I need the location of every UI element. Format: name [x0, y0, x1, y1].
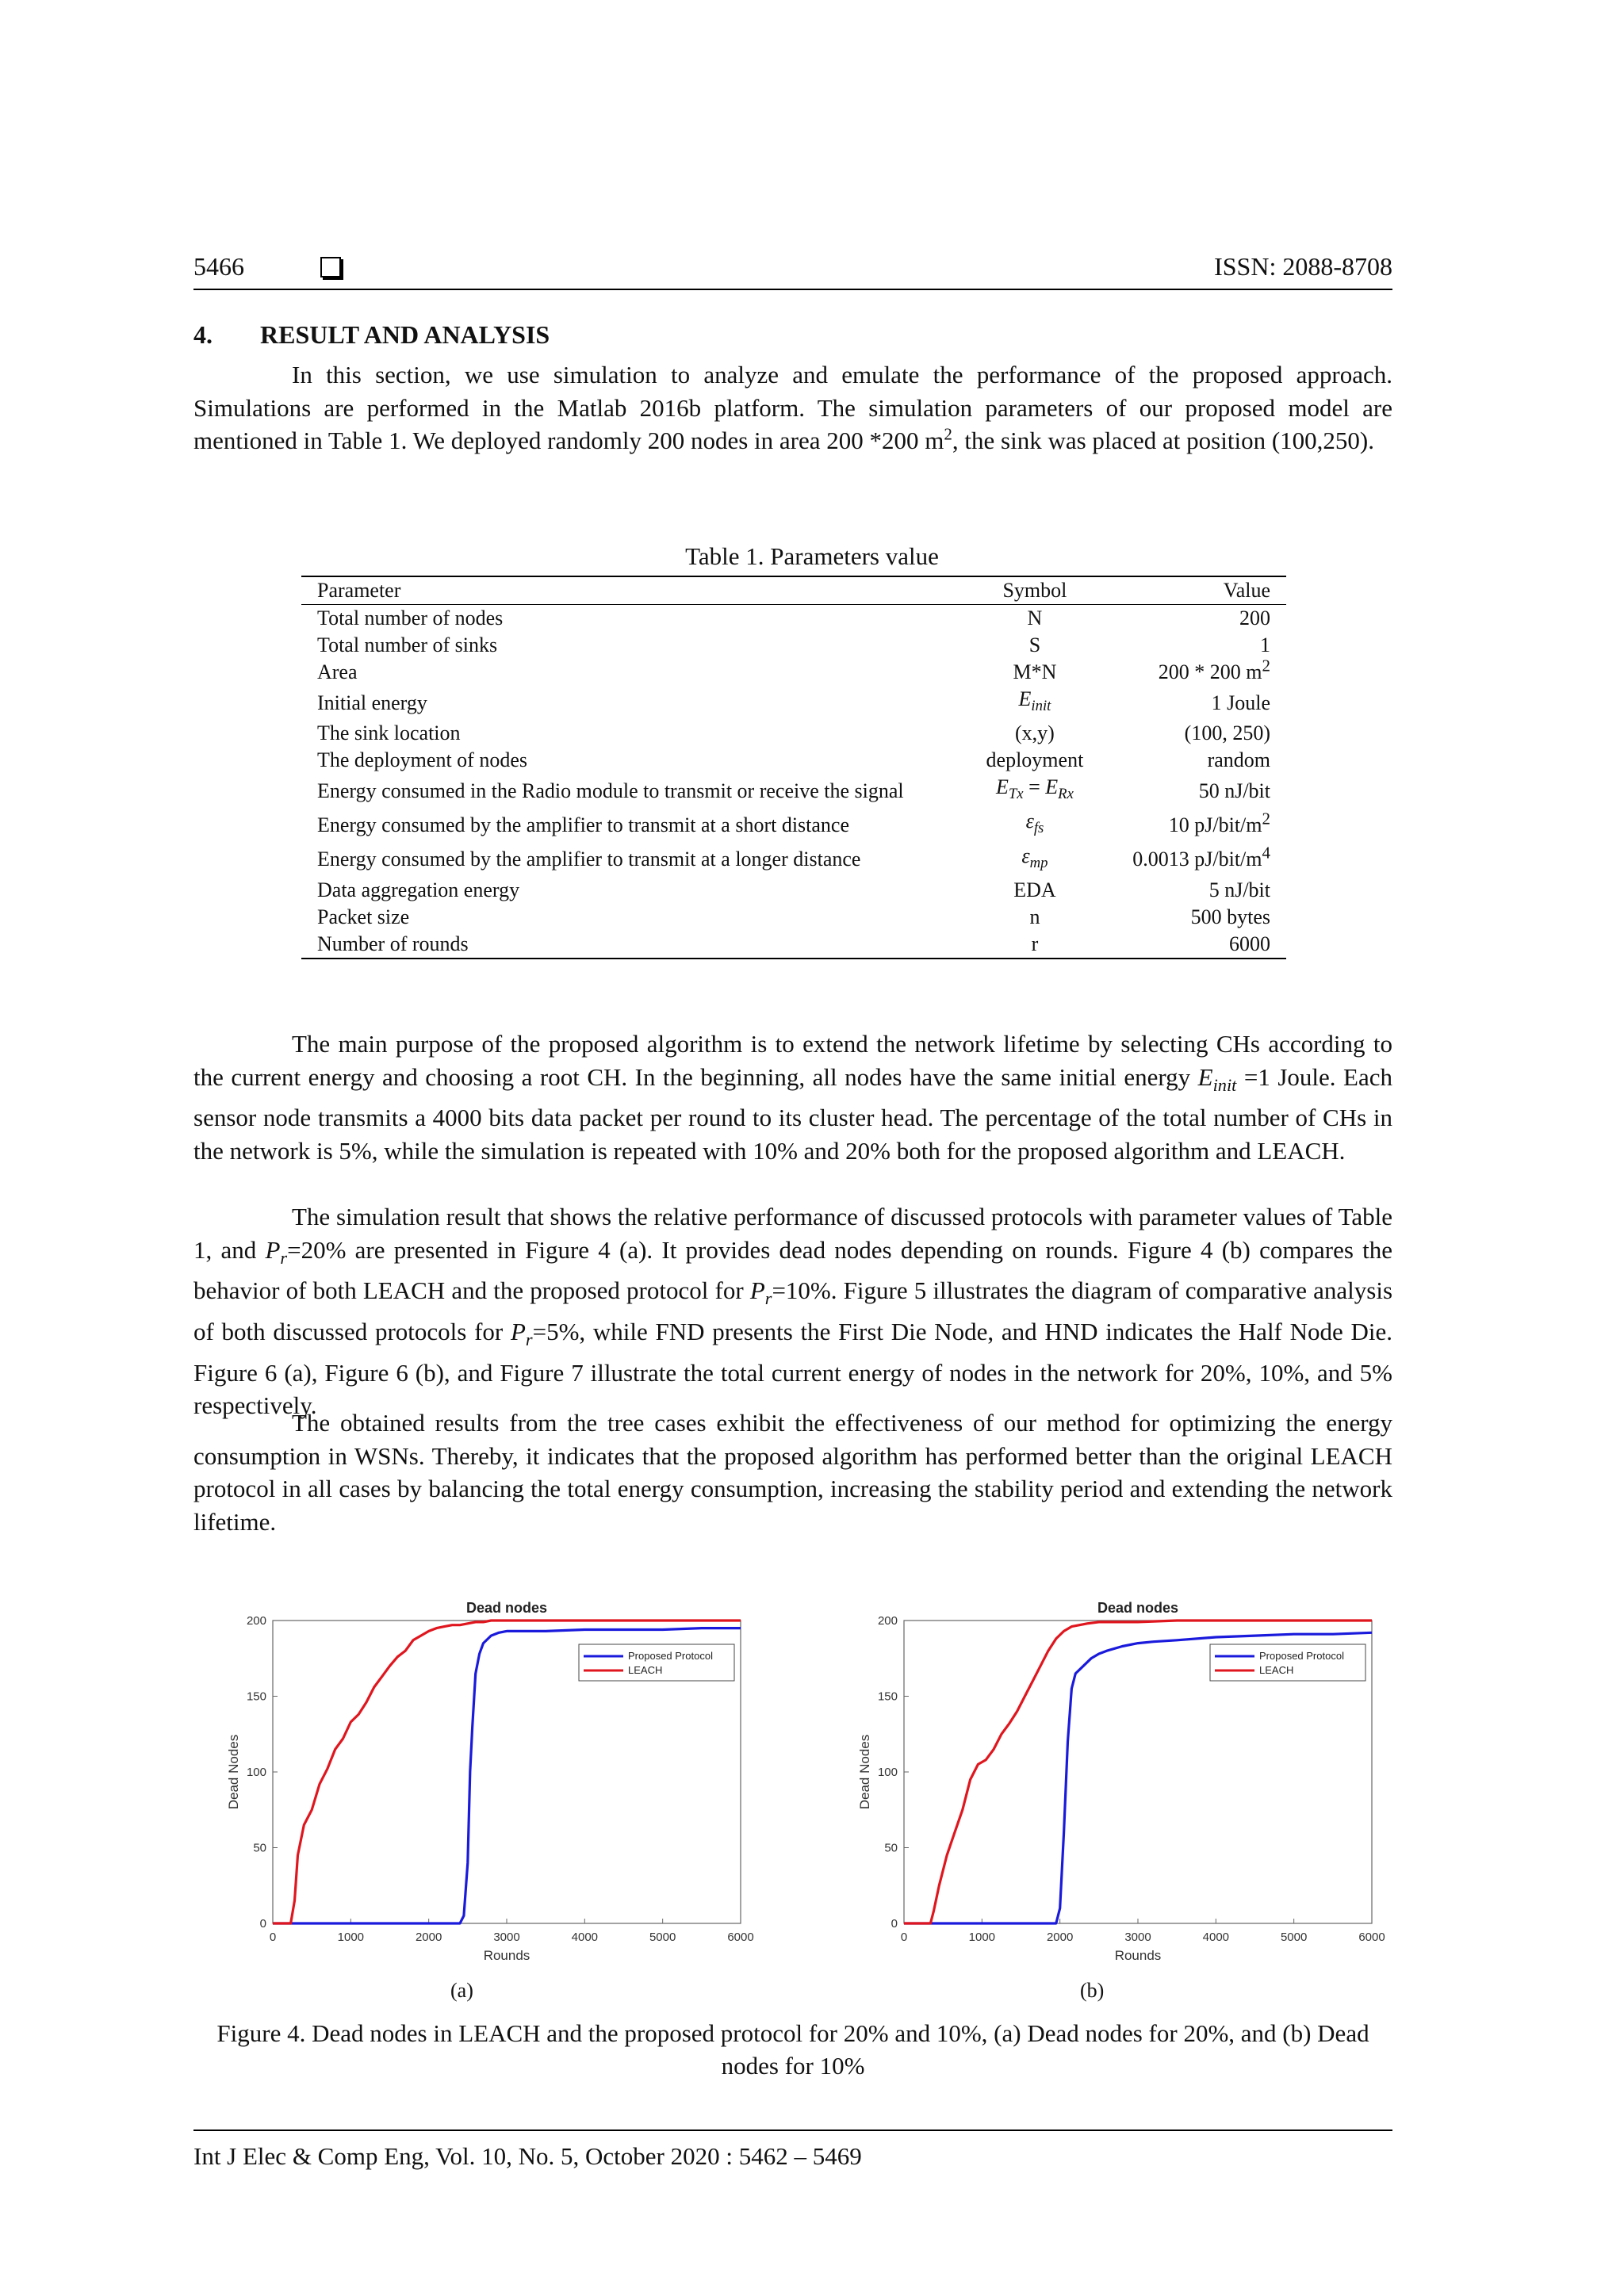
table-row: [301, 877, 1286, 904]
x-tick-label: 5000: [649, 1931, 676, 1944]
intro-paragraph: In this section, we use simulation to analyze and emulate the performance of the proposed approach. Simulations are performed in the Matlab 2016b platform. The simulation parameters of our proposed model are mentioned in Table 1. We deployed randomly 200 nodes in area 200 *200 $m^2$, the sink was placed at position (100,250).: [193, 361, 1392, 454]
x-tick-label: 1000: [337, 1931, 365, 1944]
parameter-cell: Number of rounds: [317, 932, 469, 955]
math-variable: $P_r$: [749, 1276, 772, 1309]
math-variable: $P_r$: [510, 1317, 533, 1350]
table-row: [301, 720, 1286, 747]
math-variable: $P_r$: [265, 1235, 288, 1268]
x-tick-label: 4000: [571, 1931, 599, 1944]
table-caption: Table 1. Parameters value: [685, 542, 939, 570]
y-tick-label: 0: [891, 1917, 898, 1931]
y-tick-label: 100: [246, 1766, 266, 1779]
symbol-cell: EDA: [1013, 878, 1056, 901]
issn: ISSN: 2088-8708: [1214, 252, 1392, 281]
table-header-row: [301, 576, 1286, 605]
x-tick-label: 6000: [1358, 1931, 1385, 1944]
value-cell: 500 bytes: [1190, 905, 1270, 928]
parameter-cell: Packet size: [317, 905, 410, 928]
table-row: [301, 904, 1286, 931]
symbol-cell: M*N: [1013, 660, 1057, 683]
math-variable: $E_{init}$: [1197, 1062, 1237, 1095]
parameter-cell: Energy consumed in the Radio module to transmit or receive the signal: [317, 779, 904, 802]
x-tick-label: 5000: [1280, 1931, 1308, 1944]
symbol-cell: S: [1028, 633, 1041, 656]
section-title: RESULT AND ANALYSIS: [260, 320, 550, 349]
dead-nodes-chart-b: [850, 1594, 1397, 1974]
value-cell: 50 nJ/bit: [1198, 779, 1270, 802]
y-tick-label: 50: [884, 1841, 898, 1855]
parameter-cell: Total number of sinks: [317, 633, 498, 656]
page-footer: [193, 2130, 1392, 2171]
table-row: [301, 843, 1286, 877]
parameter-cell: Energy consumed by the amplifier to transmit at a longer distance: [317, 848, 861, 871]
legend-label: LEACH: [1259, 1664, 1294, 1676]
parameter-cell: Initial energy: [317, 691, 427, 714]
body-paragraph-2: The simulation result that shows the relative performance of discussed protocols with parameter values of Table 1, and $P_r=20\%$ are presented in Figure 4 (a). It provides dead nodes depending on rounds. Figure 4 (b) compares the behavior of both LEACH and the proposed protocol for $P_r=10\%$. Figure 5 illustrates the diagram of comparative analysis of both discussed protocols for $P_r=5\%$, while FND presents the First Die Node, and HND indicates the Half Node Die. Figure 6 (a), Figure 6 (b), and Figure 7 illustrate the total current energy of nodes in the network for 20%, 10%, and 5% respectively.: [193, 1203, 1393, 1420]
table-row: [301, 747, 1286, 774]
symbol-cell: $\varepsilon_{fs}$: [1025, 809, 1044, 837]
table-row: [301, 686, 1286, 720]
table-row: [301, 931, 1286, 959]
table-row: [301, 632, 1286, 659]
y-tick-label: 150: [877, 1689, 898, 1704]
x-axis-label: Rounds: [483, 1948, 530, 1963]
section-number: 4.: [193, 320, 213, 349]
square-bullet-icon: [320, 257, 341, 277]
chart-b: [850, 1594, 1397, 1974]
value-cell: (100, 250): [1184, 721, 1270, 745]
value-cell: 10 $pJ/bit/m^2$: [1168, 809, 1270, 836]
x-tick-label: 3000: [493, 1931, 520, 1944]
legend-label: Proposed Protocol: [628, 1650, 713, 1662]
symbol-cell: N: [1027, 607, 1043, 629]
figure-caption: Figure 4. Dead nodes in LEACH and the proposed protocol for 20% and 10%, (a) Dead nodes for 20%, and (b) Dead nodes for 10%: [216, 2019, 1369, 2080]
parameter-cell: Data aggregation energy: [317, 878, 520, 901]
x-tick-label: 6000: [727, 1931, 754, 1944]
column-header: Value: [1223, 579, 1270, 602]
symbol-cell: r: [1031, 932, 1039, 955]
subfigure-label-a: (a): [450, 1979, 473, 2002]
dead-nodes-chart-a: [219, 1594, 766, 1974]
table-row: [301, 808, 1286, 842]
parameter-cell: The sink location: [317, 721, 461, 745]
parameter-cell: The deployment of nodes: [317, 748, 527, 772]
table-row: [301, 774, 1286, 808]
journal-citation: Int J Elec & Comp Eng, Vol. 10, No. 5, October 2020 : 5462 – 5469: [193, 2142, 862, 2170]
value-cell: 200: [1239, 607, 1270, 629]
x-tick-label: 1000: [968, 1931, 996, 1944]
y-tick-label: 200: [877, 1614, 898, 1628]
symbol-cell: deployment: [986, 748, 1084, 772]
x-axis-label: Rounds: [1114, 1948, 1162, 1963]
section-heading: [193, 320, 550, 350]
parameter-cell: Area: [317, 660, 358, 683]
y-tick-label: 0: [259, 1917, 266, 1931]
y-axis-label: Dead Nodes: [226, 1734, 241, 1810]
y-tick-label: 200: [246, 1614, 266, 1628]
x-tick-label: 0: [900, 1931, 908, 1944]
page-header: [193, 252, 1392, 290]
value-cell: 0.0013 $pJ/bit/m^4$: [1132, 843, 1270, 871]
chart-a: [219, 1594, 766, 1974]
parameter-cell: Total number of nodes: [317, 607, 504, 629]
symbol-cell: $\varepsilon_{mp}$: [1021, 844, 1048, 871]
y-axis-label: Dead Nodes: [857, 1734, 872, 1810]
legend-label: LEACH: [628, 1664, 663, 1676]
subfigure-label-b: (b): [1080, 1979, 1105, 2002]
y-tick-label: 150: [246, 1689, 266, 1704]
column-header: Parameter: [317, 579, 401, 602]
chart-title: Dead nodes: [1097, 1600, 1179, 1616]
y-tick-label: 100: [877, 1766, 898, 1779]
legend-label: Proposed Protocol: [1259, 1650, 1344, 1662]
table-row: [301, 659, 1286, 686]
body-paragraph-3: The obtained results from the tree cases exhibit the effectiveness of our method for optimizing the energy consumption in WSNs. Thereby, it indicates that the proposed algorithm has performed better than the original LEACH protocol in all cases by balancing the total energy consumption, increasing the stability period and extending the network lifetime.: [193, 1409, 1392, 1536]
symbol-cell: $E_{Tx} = E_{Rx}$: [995, 775, 1074, 803]
column-header: Symbol: [1002, 579, 1067, 602]
table-row: [301, 605, 1286, 633]
x-tick-label: 4000: [1202, 1931, 1230, 1944]
x-tick-label: 0: [269, 1931, 277, 1944]
value-cell: 1 Joule: [1211, 691, 1270, 714]
body-paragraph-1: The main purpose of the proposed algorithm is to extend the network lifetime by selecting CHs according to the current energy and choosing a root CH. In the beginning, all nodes have the same initial energy $E_{init} =1$ Joule. Each sensor node transmits a 4000 bits data packet per round to its cluster head. The percentage of the total number of CHs in the network is 5%, while the simulation is repeated with 10% and 20% both for the proposed algorithm and LEACH.: [193, 1030, 1392, 1165]
value-cell: 5 nJ/bit: [1208, 878, 1270, 901]
value-cell: 200 * 200 $m^2$: [1158, 656, 1270, 683]
value-cell: random: [1207, 748, 1270, 772]
parameters-table: [301, 576, 1286, 959]
page-number: 5466: [193, 252, 244, 281]
x-tick-label: 2000: [415, 1931, 442, 1944]
symbol-cell: n: [1029, 905, 1040, 928]
value-cell: 6000: [1229, 932, 1270, 955]
parameter-cell: Energy consumed by the amplifier to transmit at a short distance: [317, 813, 850, 836]
value-cell: 1: [1260, 633, 1270, 656]
symbol-cell: $E_{init}$: [1018, 687, 1051, 715]
x-tick-label: 2000: [1046, 1931, 1074, 1944]
x-tick-label: 3000: [1124, 1931, 1151, 1944]
symbol-cell: (x,y): [1015, 721, 1055, 745]
chart-title: Dead nodes: [465, 1600, 548, 1616]
y-tick-label: 50: [253, 1841, 266, 1855]
